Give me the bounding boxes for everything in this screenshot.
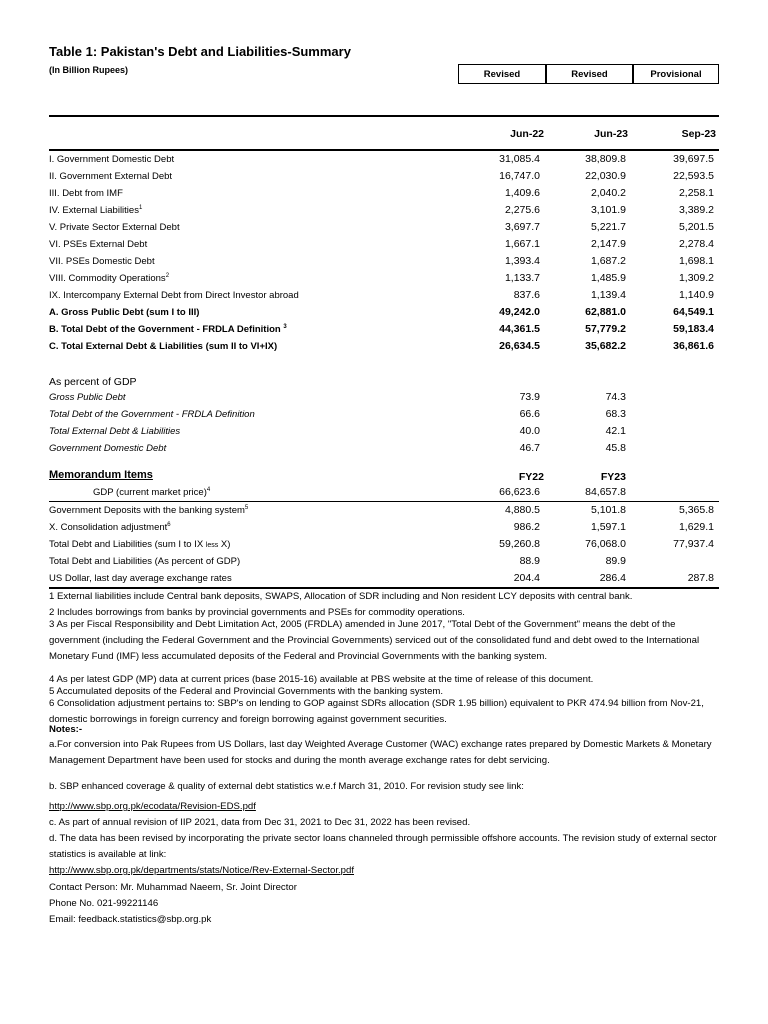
table-row — [0, 390, 768, 406]
value-fy22: 66,623.6 — [499, 486, 540, 498]
footnote-5: 5 Accumulated deposits of the Federal and Provincial Governments with the banking system. — [49, 686, 444, 697]
memo-rule — [49, 501, 719, 502]
value-jun23: 45.8 — [605, 442, 626, 454]
table-row — [0, 537, 768, 553]
value-jun22: 1,393.4 — [504, 255, 540, 267]
note-d: d. The data has been revised by incorporating the private sector loans channeled through permissible offshore accounts. The revision study of external sector statistics is available at link: — [49, 833, 717, 860]
less-marker: less — [205, 542, 219, 549]
value-sep23: 39,697.5 — [673, 153, 714, 165]
memo-col-fy22: FY22 — [518, 471, 544, 483]
header-rule-bottom — [49, 149, 719, 151]
col-header-jun22: Jun-22 — [510, 128, 544, 140]
value-jun22: 26,634.5 — [499, 340, 540, 352]
row-label: Government Domestic Debt — [49, 443, 167, 454]
value-jun22: 204.4 — [513, 572, 540, 584]
value-sep23: 59,183.4 — [673, 323, 714, 335]
email-address: Email: feedback.statistics@sbp.org.pk — [49, 914, 212, 925]
row-label: Gross Public Debt — [49, 392, 126, 403]
table-row — [0, 503, 768, 519]
row-label: Government Deposits with the banking system$^5$ — [49, 505, 249, 517]
value-jun23: 3,101.9 — [590, 204, 626, 216]
value-jun22: 66.6 — [519, 408, 540, 420]
footnote-6: 6 Consolidation adjustment pertains to: SBP's on lending to GOP against SDRs allocation (SDR 1.95 billion) equivalent to PKR 474.94 billion from Nov-21, domestic borrowings in foreign currency and foreign borrowing against government securities. — [49, 698, 704, 725]
value-jun23: 89.9 — [605, 555, 626, 567]
value-jun22: 3,697.7 — [504, 221, 540, 233]
value-jun22: 2,275.6 — [504, 204, 540, 216]
value-sep23: 1,698.1 — [678, 255, 714, 267]
table-row — [0, 152, 768, 168]
table-row — [0, 186, 768, 202]
value-jun23: 286.4 — [599, 572, 626, 584]
table-row — [0, 220, 768, 236]
value-jun23: 2,040.2 — [590, 187, 626, 199]
value-jun23: 1,687.2 — [590, 255, 626, 267]
value-jun22: 88.9 — [519, 555, 540, 567]
table-row — [0, 169, 768, 185]
value-sep23: 77,937.4 — [673, 538, 714, 550]
value-sep23: 1,629.1 — [678, 521, 714, 533]
value-jun22: 40.0 — [519, 425, 540, 437]
value-sep23: 64,549.1 — [673, 306, 714, 318]
row-label: IV. External Liabilities$^1$ — [49, 205, 143, 217]
table-row — [0, 203, 768, 219]
memo-col-fy23: FY23 — [600, 471, 626, 483]
row-label: I. Government Domestic Debt — [49, 154, 175, 165]
row-label: A. Gross Public Debt (sum I to III) — [49, 307, 200, 318]
table-row — [0, 288, 768, 304]
memo-heading: Memorandum Items — [49, 469, 153, 481]
value-jun22: 1,409.6 — [504, 187, 540, 199]
value-jun23: 22,030.9 — [585, 170, 626, 182]
footnote-ref: 6 — [167, 522, 171, 528]
col-header-jun23: Jun-23 — [594, 128, 628, 140]
value-jun22: 1,667.1 — [504, 238, 540, 250]
value-jun22: 49,242.0 — [499, 306, 540, 318]
footnote-1: 1 External liabilities include Central bank deposits, SWAPS, Allocation of SDR including and Non resident LCY deposits with central bank. — [49, 591, 633, 602]
row-label: Total Debt and Liabilities (sum I to IX less X) — [49, 539, 231, 550]
value-jun23: 62,881.0 — [585, 306, 626, 318]
value-jun23: 57,779.2 — [585, 323, 626, 335]
value-jun22: 73.9 — [519, 391, 540, 403]
footnote-4: 4 As per latest GDP (MP) data at current prices (base 2015-16) available at PBS website at the time of release of this document. — [49, 674, 594, 685]
row-label: III. Debt from IMF — [49, 188, 123, 199]
footnote-ref: 2 — [165, 273, 170, 279]
revision-eds-link[interactable]: http://www.sbp.org.pk/ecodata/Revision-EDS.pdf — [49, 801, 256, 812]
row-label: GDP (current market price)$^4$ — [93, 487, 211, 499]
value-fy23: 84,657.8 — [585, 486, 626, 498]
value-jun22: 1,133.7 — [504, 272, 540, 284]
status-revised-1: Revised — [458, 64, 546, 84]
value-sep23: 5,365.8 — [678, 504, 714, 516]
value-jun23: 2,147.9 — [590, 238, 626, 250]
phone-number: Phone No. 021-99221146 — [49, 898, 159, 909]
footnote-2: 2 Includes borrowings from banks by provincial governments and PSEs for commodity operations. — [49, 607, 465, 618]
value-jun22: 986.2 — [513, 521, 540, 533]
footnote-3: 3 As per Fiscal Responsibility and Debt Limitation Act, 2005 (FRDLA) amended in June 2017, "Total Debt of the Government" means the debt of the government (including the Federal Government and the Provincial Governments) serviced out of the consolidated fund and debt owed to the International Monetary Fund (IMF) less accumulated deposits of the Federal and Provincial Governments with the banking system. — [49, 619, 700, 662]
table-row — [0, 271, 768, 287]
value-jun22: 16,747.0 — [499, 170, 540, 182]
table-row — [0, 424, 768, 440]
value-jun22: 44,361.5 — [499, 323, 540, 335]
value-sep23: 287.8 — [687, 572, 714, 584]
value-sep23: 22,593.5 — [673, 170, 714, 182]
value-sep23: 3,389.2 — [678, 204, 714, 216]
row-label: Total Debt of the Government - FRDLA Definition — [49, 409, 255, 420]
row-label: US Dollar, last day average exchange rates — [49, 573, 232, 584]
note-c: c. As part of annual revision of IIP 2021, data from Dec 31, 2021 to Dec 31, 2022 has been revised. — [49, 817, 471, 828]
value-sep23: 1,309.2 — [678, 272, 714, 284]
status-provisional: Provisional — [633, 64, 719, 84]
table-title: Table 1: Pakistan's Debt and Liabilities-Summary — [49, 44, 351, 59]
value-jun23: 38,809.8 — [585, 153, 626, 165]
col-header-sep23: Sep-23 — [681, 128, 716, 140]
value-jun22: 837.6 — [513, 289, 540, 301]
row-label: VIII. Commodity Operations$^2$ — [49, 273, 170, 285]
row-label: IX. Intercompany External Debt from Direct Investor abroad — [49, 290, 299, 301]
footnote-ref: 3 — [283, 324, 287, 330]
notes-heading: Notes:- — [49, 724, 83, 735]
value-jun23: 74.3 — [605, 391, 626, 403]
value-sep23: 36,861.6 — [673, 340, 714, 352]
table-row — [0, 520, 768, 536]
rev-external-sector-link[interactable]: http://www.sbp.org.pk/departments/stats/Notice/Rev-External-Sector.pdf — [49, 865, 355, 876]
value-jun22: 31,085.4 — [499, 153, 540, 165]
row-label: C. Total External Debt & Liabilities (sum II to VI+IX) — [49, 341, 278, 352]
value-jun22: 46.7 — [519, 442, 540, 454]
table-row — [0, 485, 768, 501]
table-subtitle: (In Billion Rupees) — [49, 65, 129, 75]
row-label: Total Debt and Liabilities (As percent of GDP) — [49, 556, 241, 567]
value-sep23: 1,140.9 — [678, 289, 714, 301]
value-jun22: 59,260.8 — [499, 538, 540, 550]
header-rule-top — [49, 115, 719, 117]
table-row — [0, 554, 768, 570]
value-jun23: 42.1 — [605, 425, 626, 437]
footnote-ref: 4 — [206, 487, 211, 493]
table-row — [0, 441, 768, 457]
table-row-total — [0, 322, 768, 338]
row-label: VII. PSEs Domestic Debt — [49, 256, 155, 267]
value-jun23: 1,139.4 — [590, 289, 626, 301]
value-jun23: 35,682.2 — [585, 340, 626, 352]
note-a: a.For conversion into Pak Rupees from US Dollars, last day Weighted Average Customer (WAC) exchange rates prepared by Domestic Markets & Monetary Management Department have been used for stocks and during the month average exchange rates for debt servicing. — [49, 739, 712, 766]
table-row — [0, 571, 768, 587]
status-revised-2: Revised — [546, 64, 633, 84]
value-sep23: 5,201.5 — [678, 221, 714, 233]
row-label: II. Government External Debt — [49, 171, 173, 182]
note-b: b. SBP enhanced coverage & quality of external debt statistics w.e.f March 31, 2010. For revision study see link: — [49, 781, 524, 792]
footnote-ref: 5 — [244, 505, 249, 511]
value-jun23: 5,101.8 — [590, 504, 626, 516]
table-row-total — [0, 305, 768, 321]
value-jun23: 1,485.9 — [590, 272, 626, 284]
value-sep23: 2,278.4 — [678, 238, 714, 250]
gdp-section-heading: As percent of GDP — [49, 376, 137, 388]
value-jun23: 68.3 — [605, 408, 626, 420]
value-sep23: 2,258.1 — [678, 187, 714, 199]
row-label: B. Total Debt of the Government - FRDLA Definition $^3$ — [49, 324, 287, 336]
row-label: V. Private Sector External Debt — [49, 222, 180, 233]
table-row — [0, 407, 768, 423]
row-label: VI. PSEs External Debt — [49, 239, 148, 250]
row-label: X. Consolidation adjustment$^6$ — [49, 522, 171, 534]
value-jun23: 1,597.1 — [590, 521, 626, 533]
table-row — [0, 254, 768, 270]
value-jun23: 5,221.7 — [590, 221, 626, 233]
row-label: Total External Debt & Liabilities — [49, 426, 181, 437]
table-row — [0, 237, 768, 253]
value-jun22: 4,880.5 — [504, 504, 540, 516]
table-row-total — [0, 339, 768, 355]
contact-person: Contact Person: Mr. Muhammad Naeem, Sr. Joint Director — [49, 882, 297, 893]
value-jun23: 76,068.0 — [585, 538, 626, 550]
footnote-ref: 1 — [138, 205, 143, 211]
